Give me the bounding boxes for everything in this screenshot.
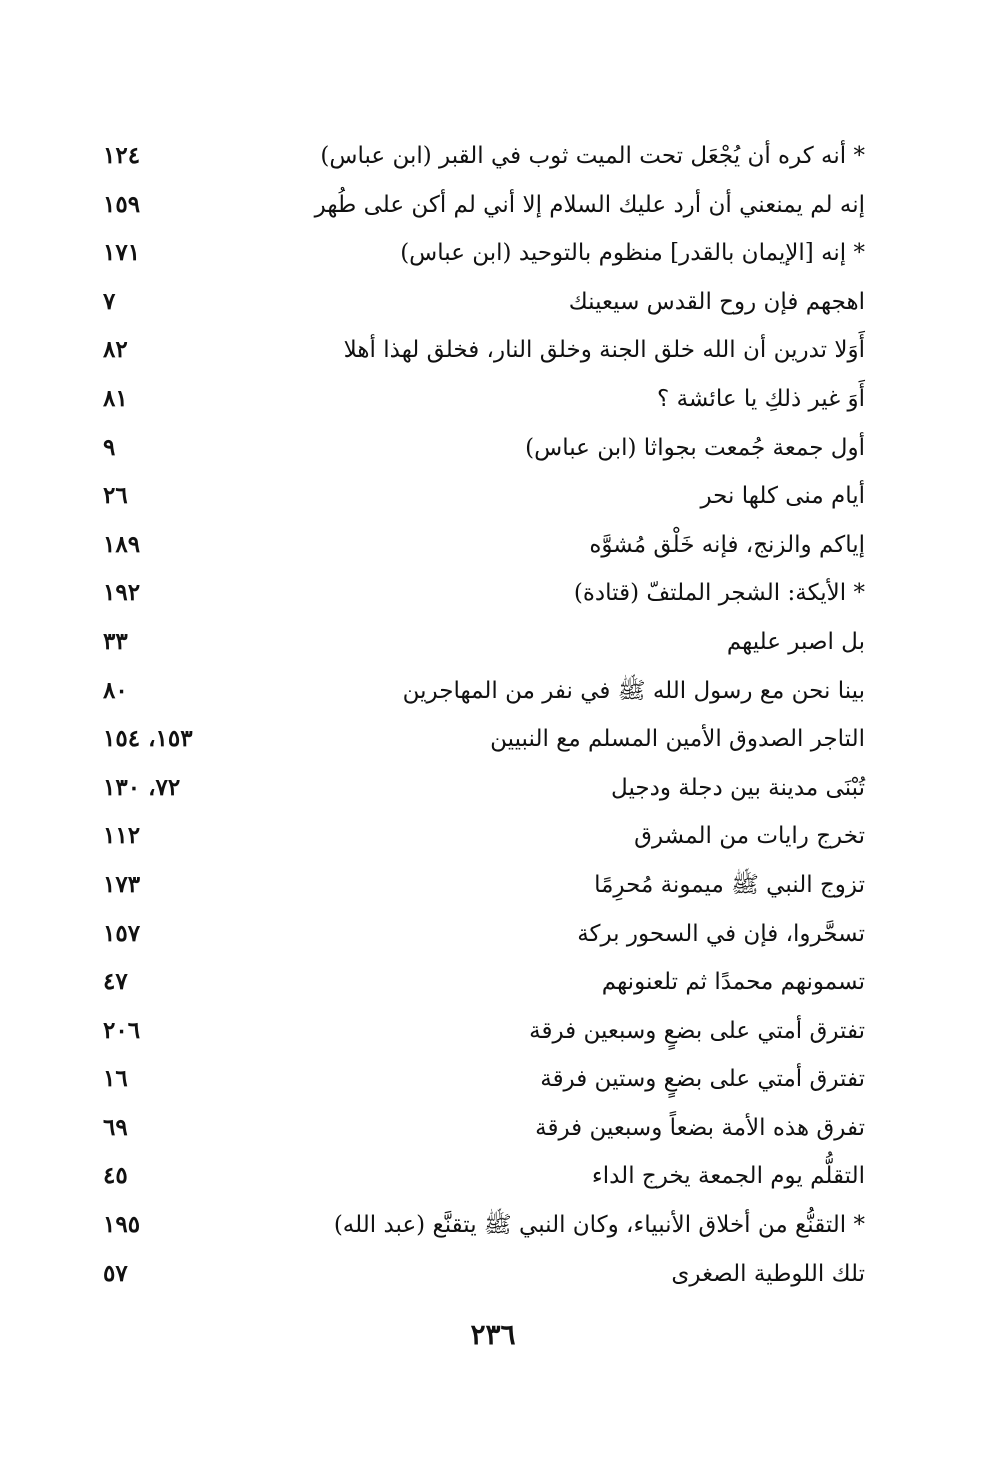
index-row [95, 764, 865, 813]
index-page-ref: ٥٧ [103, 1259, 128, 1287]
index-row [95, 472, 865, 521]
index-row [95, 667, 865, 716]
index-entry-text: * التقنُّع من أخلاق الأنبياء، وكان النبي ﷺ يتقنَّع (عبد الله) [333, 1212, 865, 1239]
index-page-ref: ١٦ [103, 1065, 128, 1093]
index-row [95, 375, 865, 424]
index-page-ref: ١٩٥ [103, 1211, 141, 1239]
index-row [95, 715, 865, 764]
index-entry-text: تُبْنَى مدينة بين دجلة ودجيل [611, 774, 865, 801]
index-row [95, 958, 865, 1007]
index-entry-text: أول جمعة جُمعت بجواثا (ابن عباس) [525, 434, 865, 461]
index-page-ref: ١٩٢ [103, 579, 141, 607]
index-row [95, 861, 865, 910]
index-row [95, 521, 865, 570]
index-page-ref: ١٢٤ [103, 142, 141, 169]
index-page-ref: ٦٩ [103, 1113, 128, 1141]
index-row [95, 1201, 865, 1250]
index-entry-text: بينا نحن مع رسول الله ﷺ في نفر من المهاجرين [402, 677, 865, 704]
index-page-ref: ١٧٣ [103, 870, 141, 898]
index-row [95, 326, 865, 375]
index-row [95, 569, 865, 618]
index-page-ref: ١٥٩ [103, 190, 141, 218]
index-entry-text: تخرج رايات من المشرق [634, 823, 865, 850]
index-row [95, 1152, 865, 1201]
index-entry-text: أَوَ غير ذلكِ يا عائشة ؟ [657, 385, 865, 412]
index-entry-text: تلك اللوطية الصغرى [671, 1260, 865, 1287]
index-row [95, 1104, 865, 1153]
index-row [95, 181, 865, 230]
index-page-ref: ٤٥ [103, 1162, 128, 1190]
index-row [95, 229, 865, 278]
index-entry-text: أَوَلا تدرين أن الله خلق الجنة وخلق النار، فخلق لهذا أهلا [343, 337, 865, 364]
index-row [95, 278, 865, 327]
index-entry-text: تسحَّروا، فإن في السحور بركة [577, 920, 865, 947]
index-entry-text: اهجهم فإن روح القدس سيعينك [568, 288, 865, 315]
index-entry-text: تفترق أمتي على بضعٍ وسبعين فرقة [529, 1017, 865, 1044]
index-entry-text: تفترق أمتي على بضعٍ وستين فرقة [540, 1066, 865, 1093]
index-page-ref: ٤٧ [103, 968, 128, 996]
index-row [95, 812, 865, 861]
index-row [95, 132, 865, 181]
index-entry-text: أيام منى كلها نحر [700, 483, 865, 510]
index-entry-text: * إنه [الإيمان بالقدر] منظوم بالتوحيد (ابن عباس) [400, 240, 865, 267]
index-row [95, 618, 865, 667]
index-page-ref: ١١٢ [103, 822, 141, 850]
index-entry-text: التاجر الصدوق الأمين المسلم مع النبيين [490, 726, 865, 753]
index-row [95, 1055, 865, 1104]
index-page-ref: ٧٢، ١٣٠ [103, 773, 181, 801]
index-page-ref: ٨٠ [103, 676, 128, 704]
index-entry-text: * الأيكة: الشجر الملتفّ (قتادة) [573, 580, 865, 607]
index-row [95, 1007, 865, 1056]
index-entry-text: تسمونهم محمدًا ثم تلعنونهم [601, 969, 865, 996]
index-page-ref: ٨٢ [103, 336, 128, 364]
index-page-ref: ٢٦ [103, 482, 128, 510]
index-entry-text: إنه لم يمنعني أن أرد عليك السلام إلا أني لم أكن على طُهر [314, 191, 865, 218]
index-entry-text: تفرق هذه الأمة بضعاً وسبعين فرقة [535, 1114, 865, 1141]
index-entry-text: إياكم والزنج، فإنه خَلْق مُشوَّه [589, 531, 865, 558]
index-page-ref: ٧ [103, 287, 116, 315]
index-page-ref: ١٥٧ [103, 919, 141, 947]
index-page-ref: ١٥٣، ١٥٤ [103, 725, 193, 753]
index-row [95, 424, 865, 473]
index-entry-text: * أنه كره أن يُجْعَل تحت الميت ثوب في القبر (ابن عباس) [320, 143, 865, 169]
index-entry-text: التقلُّم يوم الجمعة يخرج الداء [591, 1163, 865, 1190]
index-page-ref: ٩ [103, 433, 116, 461]
index-page-ref: ٨١ [103, 384, 128, 412]
index-row [95, 1250, 865, 1299]
index-row [95, 910, 865, 959]
index-page-ref: ٢٠٦ [103, 1016, 141, 1044]
index-page-ref: ١٧١ [103, 239, 141, 267]
hadith-index-list [95, 132, 865, 1298]
index-page-ref: ٣٣ [103, 627, 128, 655]
index-entry-text: تزوج النبي ﷺ ميمونة مُحرِمًا [594, 871, 865, 898]
index-entry-text: بل اصبر عليهم [726, 628, 865, 655]
index-page-ref: ١٨٩ [103, 530, 141, 558]
page-number: ٢٣٦ [470, 1318, 516, 1351]
